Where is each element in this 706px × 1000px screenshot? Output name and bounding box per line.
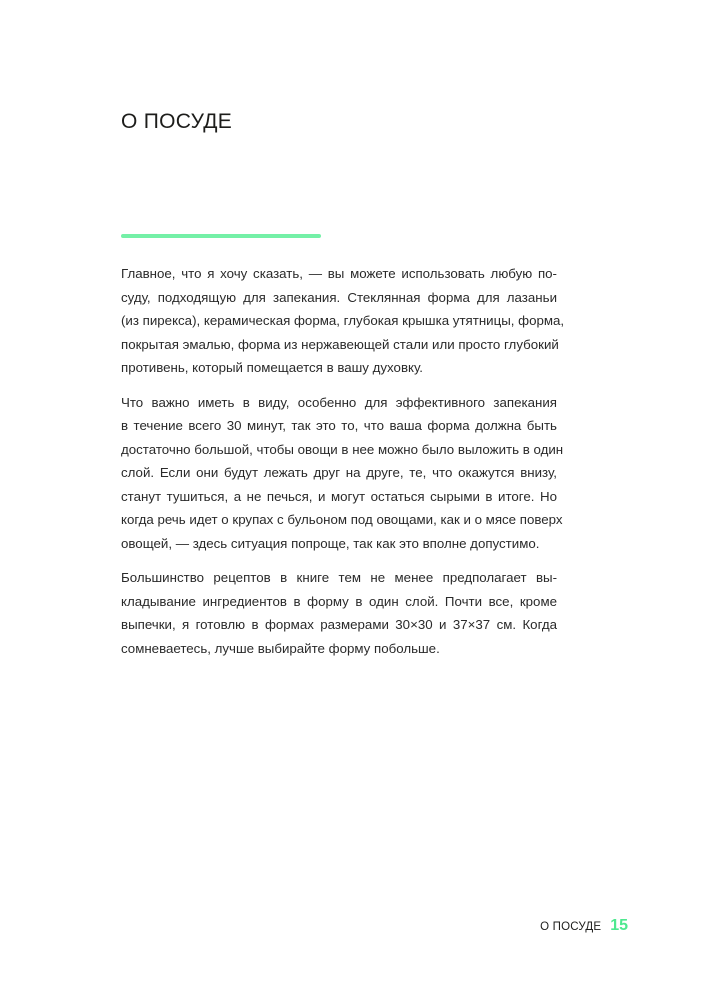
text-line: суду, подходящую для запекания. Стеклянная форма для лазаньи [121, 289, 557, 305]
text-line: Что важно иметь в виду, особенно для эффективного запекания [121, 394, 557, 410]
text-line: покрытая эмалью, форма из нержавеющей стали или просто глубокий [121, 336, 559, 352]
running-head: О ПОСУДЕ [540, 921, 602, 933]
page-number: 15 [610, 917, 628, 934]
text-line: в течение всего 30 минут, так это то, что ваша форма должна быть [121, 418, 557, 433]
text-line: Большинство рецептов в книге тем не менее предполагает вы- [121, 570, 557, 585]
paragraph-2 [121, 391, 564, 556]
text-line: кладывание ингредиентов в форму в один слой. Почти все, кроме [121, 593, 557, 609]
paragraph-3 [121, 566, 557, 660]
text-line: достаточно большой, чтобы овощи в нее можно было выложить в один [121, 441, 564, 457]
text-line: противень, который помещается в вашу духовку. [121, 360, 423, 375]
page-title: О ПОСУДЕ [121, 110, 233, 133]
text-line: выпечки, я готовлю в формах размерами 30×30 и 37×37 см. Когда [121, 617, 557, 632]
paragraph-1 [121, 262, 565, 380]
text-line: (из пирекса), керамическая форма, глубокая крышка утятницы, форма, [121, 313, 565, 328]
body-text [121, 262, 565, 671]
text-line: станут тушиться, а не печься, и могут остаться сырыми в итоге. Но [121, 488, 557, 504]
text-line: Главное, что я хочу сказать, — вы можете использовать любую по- [121, 266, 557, 281]
text-line: овощей, — здесь ситуация попроще, так как это вполне допустимо. [121, 535, 540, 551]
text-line: когда речь идет о крупах с бульоном под овощами, как и о мясе поверх [121, 512, 563, 527]
text-line: сомневаетесь, лучше выбирайте форму побольше. [121, 640, 440, 656]
accent-rule [121, 234, 321, 238]
text-line: слой. Если они будут лежать друг на друге, те, что окажутся внизу, [121, 465, 557, 480]
page-footer [540, 917, 628, 935]
